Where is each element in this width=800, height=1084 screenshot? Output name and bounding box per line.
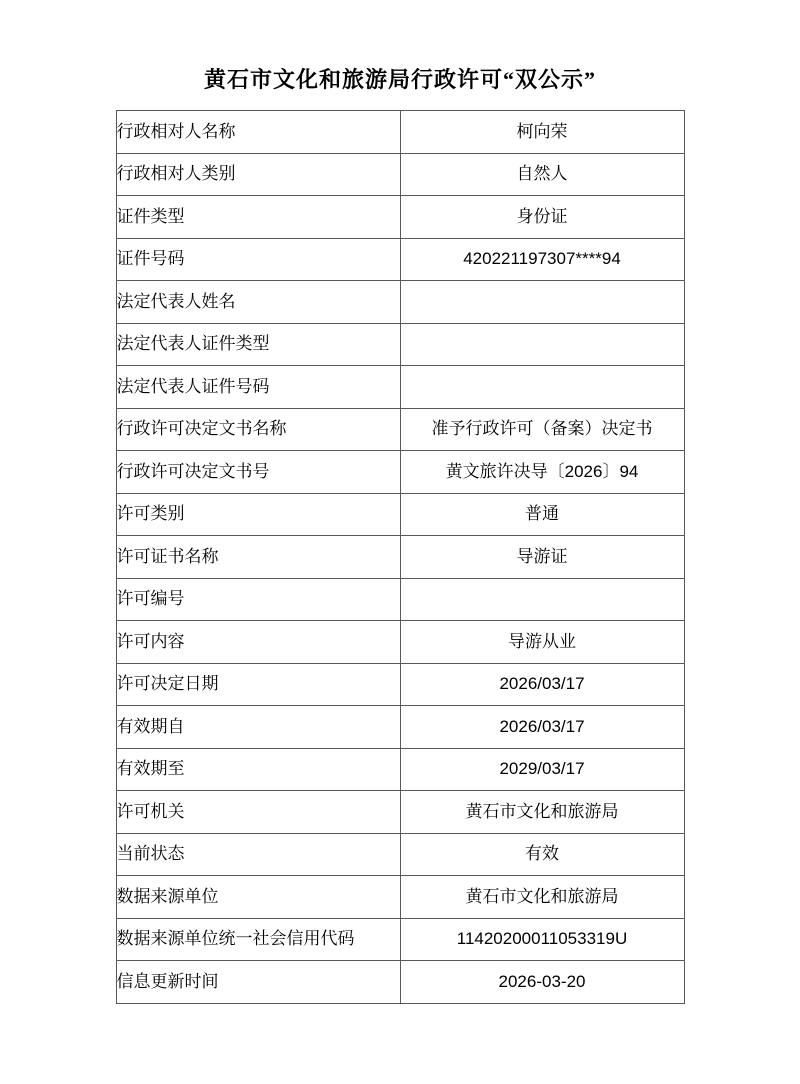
table-row xyxy=(116,111,684,154)
permit-disclosure-table xyxy=(116,110,685,1004)
row-value: 柯向荣 xyxy=(400,111,684,154)
table-row xyxy=(116,451,684,494)
row-label: 有效期至 xyxy=(116,748,400,791)
row-label: 法定代表人姓名 xyxy=(116,281,400,324)
row-label: 行政许可决定文书号 xyxy=(116,451,400,494)
row-label: 数据来源单位统一社会信用代码 xyxy=(116,918,400,961)
row-label: 数据来源单位 xyxy=(116,876,400,919)
row-value: 2026/03/17 xyxy=(400,663,684,706)
table-row xyxy=(116,748,684,791)
table-row xyxy=(116,238,684,281)
row-label: 行政相对人名称 xyxy=(116,111,400,154)
table-row xyxy=(116,833,684,876)
row-value xyxy=(400,366,684,409)
row-value xyxy=(400,281,684,324)
table-row xyxy=(116,153,684,196)
row-label: 信息更新时间 xyxy=(116,961,400,1004)
row-value: 黄石市文化和旅游局 xyxy=(400,876,684,919)
table-row xyxy=(116,408,684,451)
row-label: 行政许可决定文书名称 xyxy=(116,408,400,451)
row-label: 当前状态 xyxy=(116,833,400,876)
row-value: 准予行政许可（备案）决定书 xyxy=(400,408,684,451)
table-row xyxy=(116,961,684,1004)
row-value: 2029/03/17 xyxy=(400,748,684,791)
row-value: 有效 xyxy=(400,833,684,876)
row-label: 许可机关 xyxy=(116,791,400,834)
row-value xyxy=(400,323,684,366)
row-label: 许可内容 xyxy=(116,621,400,664)
row-value: 普通 xyxy=(400,493,684,536)
table-row xyxy=(116,578,684,621)
table-row xyxy=(116,281,684,324)
row-value: 11420200011053319U xyxy=(400,918,684,961)
table-row xyxy=(116,876,684,919)
table-row xyxy=(116,493,684,536)
table-row xyxy=(116,918,684,961)
row-label: 法定代表人证件号码 xyxy=(116,366,400,409)
row-label: 有效期自 xyxy=(116,706,400,749)
row-label: 证件号码 xyxy=(116,238,400,281)
table-row xyxy=(116,323,684,366)
row-value: 黄石市文化和旅游局 xyxy=(400,791,684,834)
row-value xyxy=(400,578,684,621)
row-label: 法定代表人证件类型 xyxy=(116,323,400,366)
page-title: 黄石市文化和旅游局行政许可“双公示” xyxy=(203,67,596,92)
row-value: 导游证 xyxy=(400,536,684,579)
table-row xyxy=(116,196,684,239)
row-value: 420221197307****94 xyxy=(400,238,684,281)
table-row xyxy=(116,706,684,749)
row-value: 身份证 xyxy=(400,196,684,239)
row-label: 许可决定日期 xyxy=(116,663,400,706)
table-row xyxy=(116,536,684,579)
row-label: 许可编号 xyxy=(116,578,400,621)
row-label: 证件类型 xyxy=(116,196,400,239)
table-row xyxy=(116,663,684,706)
row-value: 2026/03/17 xyxy=(400,706,684,749)
table-row xyxy=(116,621,684,664)
row-label: 许可证书名称 xyxy=(116,536,400,579)
row-value: 导游从业 xyxy=(400,621,684,664)
table-row xyxy=(116,366,684,409)
row-value: 自然人 xyxy=(400,153,684,196)
row-value: 黄文旅许决导〔2026〕94 xyxy=(400,451,684,494)
table-row xyxy=(116,791,684,834)
row-value: 2026-03-20 xyxy=(400,961,684,1004)
row-label: 行政相对人类别 xyxy=(116,153,400,196)
permit-table-body xyxy=(116,111,684,1004)
row-label: 许可类别 xyxy=(116,493,400,536)
